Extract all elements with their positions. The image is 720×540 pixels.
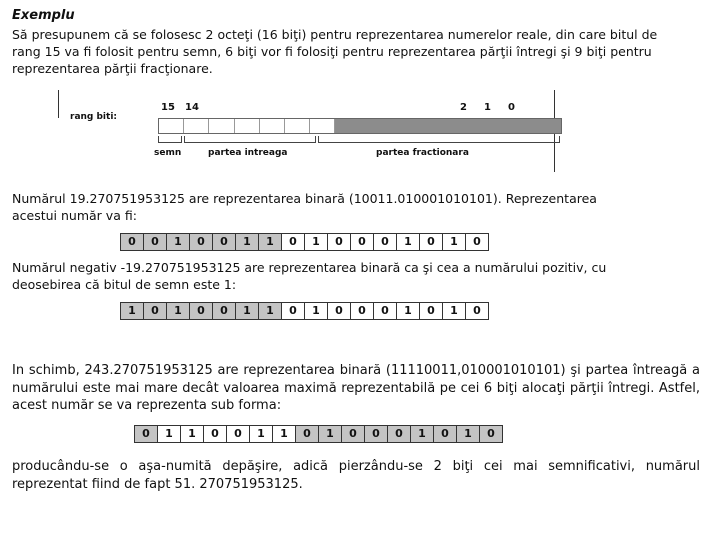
bit-cell: 0: [388, 426, 411, 442]
rank-0: 0: [508, 102, 515, 113]
bit-cell: 0: [351, 303, 374, 319]
strip-cell: [335, 119, 360, 133]
left-divider: [58, 90, 59, 118]
bit-cell: 1: [250, 426, 273, 442]
strip-cell: [436, 119, 461, 133]
example3-bits: [134, 425, 503, 443]
bit-cell: 0: [374, 234, 397, 250]
bit-cell: 1: [411, 426, 434, 442]
strip-cell: [209, 119, 234, 133]
fraction-label: partea fractionara: [376, 148, 469, 158]
bit-cell: 0: [420, 234, 443, 250]
intro-paragraph: Să presupunem că se folosesc 2 octeţi (16 biţi) pentru reprezentarea numerelor reale, din care bitul de rang 15 va fi folosit pentru semn, 6 biţi vor fi folosiţi pentru reprezentarea părţii întregi şi 9 biţi pentru reprezentarea părţii fracţionare.: [12, 27, 658, 76]
strip-cell: [461, 119, 486, 133]
strip-cell: [159, 119, 184, 133]
strip-cell: [537, 119, 561, 133]
bit-cell: 1: [397, 303, 420, 319]
bit-cell: 0: [374, 303, 397, 319]
bit-cell: 1: [259, 303, 282, 319]
strip-cell: [235, 119, 260, 133]
bit-cell: 1: [236, 234, 259, 250]
bit-cell: 0: [204, 426, 227, 442]
bit-cell: 0: [135, 426, 158, 442]
bit-cell: 0: [213, 234, 236, 250]
bit-cell: 1: [121, 303, 144, 319]
bit-cell: 1: [443, 234, 466, 250]
bit-cell: 1: [259, 234, 282, 250]
bit-cell: 1: [319, 426, 342, 442]
bit-cell: 0: [328, 234, 351, 250]
bit-cell: 1: [443, 303, 466, 319]
heading: Exemplu: [12, 8, 75, 23]
bit-cell: 0: [213, 303, 236, 319]
strip-cell: [310, 119, 335, 133]
bit-cell: 0: [144, 303, 167, 319]
bit-cell: 0: [296, 426, 319, 442]
strip-cell: [260, 119, 285, 133]
bit-cell: 0: [434, 426, 457, 442]
strip-cell: [184, 119, 209, 133]
example1-bits: [120, 233, 489, 251]
strip-cell: [486, 119, 511, 133]
sign-label: semn: [154, 148, 182, 158]
strip-cell: [285, 119, 310, 133]
bit-cell: 0: [190, 234, 213, 250]
bit-cell: 0: [121, 234, 144, 250]
sign-bracket: [158, 136, 182, 143]
fraction-bracket: [318, 136, 560, 143]
example2-bits: [120, 302, 489, 320]
bit-cell: 1: [397, 234, 420, 250]
bit-cell: 0: [282, 234, 305, 250]
rank-14: 14: [185, 102, 199, 113]
rank-2: 2: [460, 102, 467, 113]
conclusion-text: producându-se o aşa-numită depăşire, adică pierzându-se 2 biţi cei mai semnificativi, numărul reprezentat fiind de fapt 51. 270751953125.: [12, 459, 700, 492]
bit-cell: 0: [144, 234, 167, 250]
strip-cell: [386, 119, 411, 133]
rank-15: 15: [161, 102, 175, 113]
strip-cell: [512, 119, 537, 133]
bit-cell: 0: [466, 303, 488, 319]
bit-cell: 0: [351, 234, 374, 250]
bit-cell: 0: [227, 426, 250, 442]
bit-cell: 1: [236, 303, 259, 319]
bit-cell: 0: [480, 426, 502, 442]
bit-cell: 1: [457, 426, 480, 442]
bit-cell: 1: [305, 303, 328, 319]
rank-1: 1: [484, 102, 491, 113]
bit-cell: 0: [190, 303, 213, 319]
rank-label: rang biti:: [70, 112, 118, 122]
integer-bracket: [184, 136, 316, 143]
bit-cell: 0: [420, 303, 443, 319]
bit-layout-diagram: [58, 90, 558, 170]
bit-cell: 1: [273, 426, 296, 442]
bit-cell: 0: [466, 234, 488, 250]
bit-cell: 0: [328, 303, 351, 319]
bit-strip: [158, 118, 562, 134]
bit-cell: 0: [282, 303, 305, 319]
example3-text: In schimb, 243.270751953125 are reprezentarea binară (11110011,010001010101) şi partea întreagă a numărului este mai mare decât valoarea maximă reprezentabilă pe cei 6 biţi alocaţi părţii întregi. Astfel, acest număr se va reprezenta sub forma:: [12, 363, 700, 413]
bit-cell: 1: [167, 234, 190, 250]
bit-cell: 1: [305, 234, 328, 250]
bit-cell: 1: [167, 303, 190, 319]
strip-cell: [411, 119, 436, 133]
example2-text: Numărul negativ -19.270751953125 are reprezentarea binară ca şi cea a numărului pozitiv, cu deosebirea că bitul de semn este 1:: [12, 260, 607, 292]
integer-label: partea intreaga: [208, 148, 288, 158]
bit-cell: 0: [342, 426, 365, 442]
bit-cell: 0: [365, 426, 388, 442]
bit-cell: 1: [181, 426, 204, 442]
example1-text: Numărul 19.270751953125 are reprezentarea binară (10011.010001010101). Reprezentarea acestui număr va fi:: [12, 191, 597, 223]
strip-cell: [361, 119, 386, 133]
bit-cell: 1: [158, 426, 181, 442]
